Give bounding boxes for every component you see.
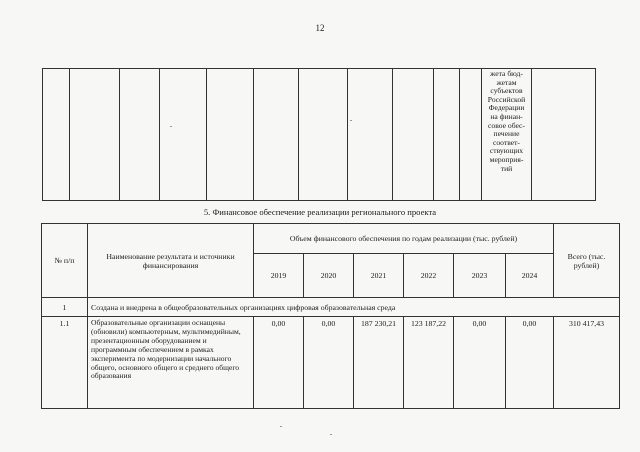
row-value-2022: 123 187,22 [404, 317, 454, 409]
continuation-line: соответ- [493, 137, 520, 147]
scan-speck [330, 434, 332, 435]
header-year: 2019 [254, 254, 304, 298]
continuation-line: тий [500, 163, 513, 173]
section-title: 5. Финансовое обеспечение реализации регионального проекта [203, 207, 437, 217]
continuation-cell [120, 69, 160, 201]
header-year: 2021 [354, 254, 404, 298]
header-year: 2024 [506, 254, 554, 298]
row-num: 1.1 [42, 317, 88, 409]
continuation-cell [207, 69, 254, 201]
row-value-2023: 0,00 [454, 317, 506, 409]
row-value-2019: 0,00 [254, 317, 304, 409]
row-title: Создана и внедрена в общеобразовательных организациях цифровая образовательная среда [88, 298, 620, 317]
continuation-cell [70, 69, 120, 201]
header-name: Наименование результата и источники финансирования [88, 224, 254, 298]
finance-table [41, 223, 620, 409]
continuation-line: жетам [496, 77, 517, 87]
scan-speck [280, 426, 282, 427]
continuation-cell [393, 69, 434, 201]
continuation-cell [434, 69, 460, 201]
continuation-line: субъектов [490, 86, 523, 96]
table-row [42, 317, 620, 409]
header-year: 2022 [404, 254, 454, 298]
table-row [42, 298, 620, 317]
row-num: 1 [42, 298, 88, 317]
continuation-line: жета бюд- [490, 69, 523, 78]
continuation-cell [160, 69, 207, 201]
continuation-line: Российской [487, 94, 526, 104]
row-value-2021: 187 230,21 [354, 317, 404, 409]
continuation-cell [532, 69, 596, 201]
continuation-line: Федерации [488, 103, 525, 113]
continuation-cell [299, 69, 348, 201]
row-value-2020: 0,00 [304, 317, 354, 409]
header-year: 2020 [304, 254, 354, 298]
continuation-cell [43, 69, 70, 201]
header-volume: Объем финансового обеспечения по годам реализации (тыс. рублей) [254, 224, 554, 254]
row-name: Образовательные организации оснащены (обновили) компьютерным, мультимедийным, презентационным оборудованием и программным обеспечением в рамках эксперимента по модернизации начального общего, основного общего и среднего общего образования [88, 317, 254, 409]
continuation-cell [348, 69, 393, 201]
scan-speck [170, 126, 172, 127]
continuation-line: мероприя- [489, 154, 524, 164]
header-total: Всего (тыс. рублей) [554, 224, 620, 298]
header-num: № п/п [42, 224, 88, 298]
continuation-line: на финан- [490, 111, 523, 121]
continuation-cell [254, 69, 299, 201]
continuation-line: совое обес- [488, 120, 525, 130]
header-year: 2023 [454, 254, 506, 298]
row-total: 310 417,43 [554, 317, 620, 409]
row-value-2024: 0,00 [506, 317, 554, 409]
continuation-text-cell [482, 69, 532, 201]
continuation-table [42, 68, 596, 201]
continuation-line: печение [493, 129, 520, 139]
continuation-line: ствующих [489, 146, 524, 156]
scan-speck [350, 120, 352, 121]
continuation-cell [460, 69, 482, 201]
page-number: 12 [315, 23, 325, 33]
